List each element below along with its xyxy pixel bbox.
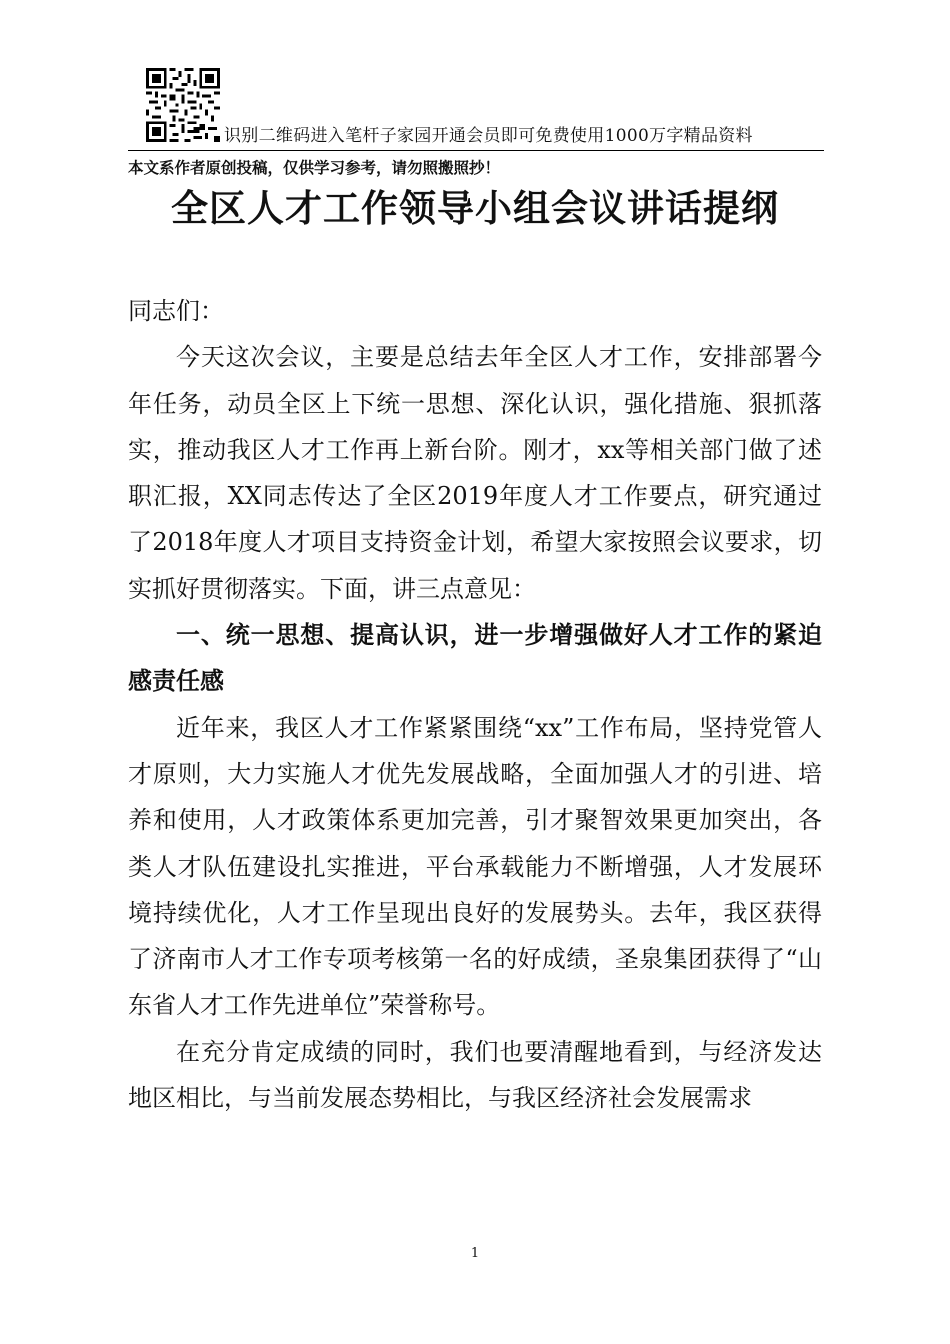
header-rule — [128, 150, 824, 151]
section-heading: 一、统一思想、提高认识，进一步增强做好人才工作的紧迫感责任感 — [128, 621, 822, 696]
document-body — [128, 288, 822, 1121]
paragraph: 在充分肯定成绩的同时，我们也要清醒地看到，与经济发达地区相比，与当前发展态势相比，与我区经济社会发展需求 — [128, 1037, 822, 1113]
qr-code-icon — [146, 68, 220, 142]
page-number: 1 — [470, 1246, 480, 1261]
copyright-notice: 本文系作者原创投稿，仅供学习参考，请勿照搬照抄！ — [128, 158, 501, 177]
document-header — [128, 66, 824, 151]
salutation: 同志们： — [128, 297, 224, 325]
header-banner-text: 识别二维码进入笔杆子家园开通会员即可免费使用1000万字精品资料 — [224, 126, 753, 146]
paragraph: 近年来，我区人才工作紧紧围绕“xx”工作布局，坚持党管人才原则，大力实施人才优先发展战略，全面加强人才的引进、培养和使用，人才政策体系更加完善，引才聚智效果更加突出，各类人才队伍建设扎实推进，平台承载能力不断增强，人才发展环境持续优化，人才工作呈现出良好的发展势头。去年，我区获得了济南市人才工作专项考核第一名的好成绩，圣泉集团获得了“山东省人才工作先进单位”荣誉称号。 — [128, 713, 822, 1020]
paragraph: 今天这次会议，主要是总结去年全区人才工作，安排部署今年任务，动员全区上下统一思想、深化认识，强化措施、狠抓落实，推动我区人才工作再上新台阶。刚才，xx等相关部门做了述职汇报，XX同志传达了全区2019年度人才工作要点，研究通过了2018年度人才项目支持资金计划，希望大家按照会议要求，切实抓好贯彻落实。下面，讲三点意见： — [128, 343, 822, 603]
document-title: 全区人才工作领导小组会议讲话提纲 — [171, 186, 779, 230]
